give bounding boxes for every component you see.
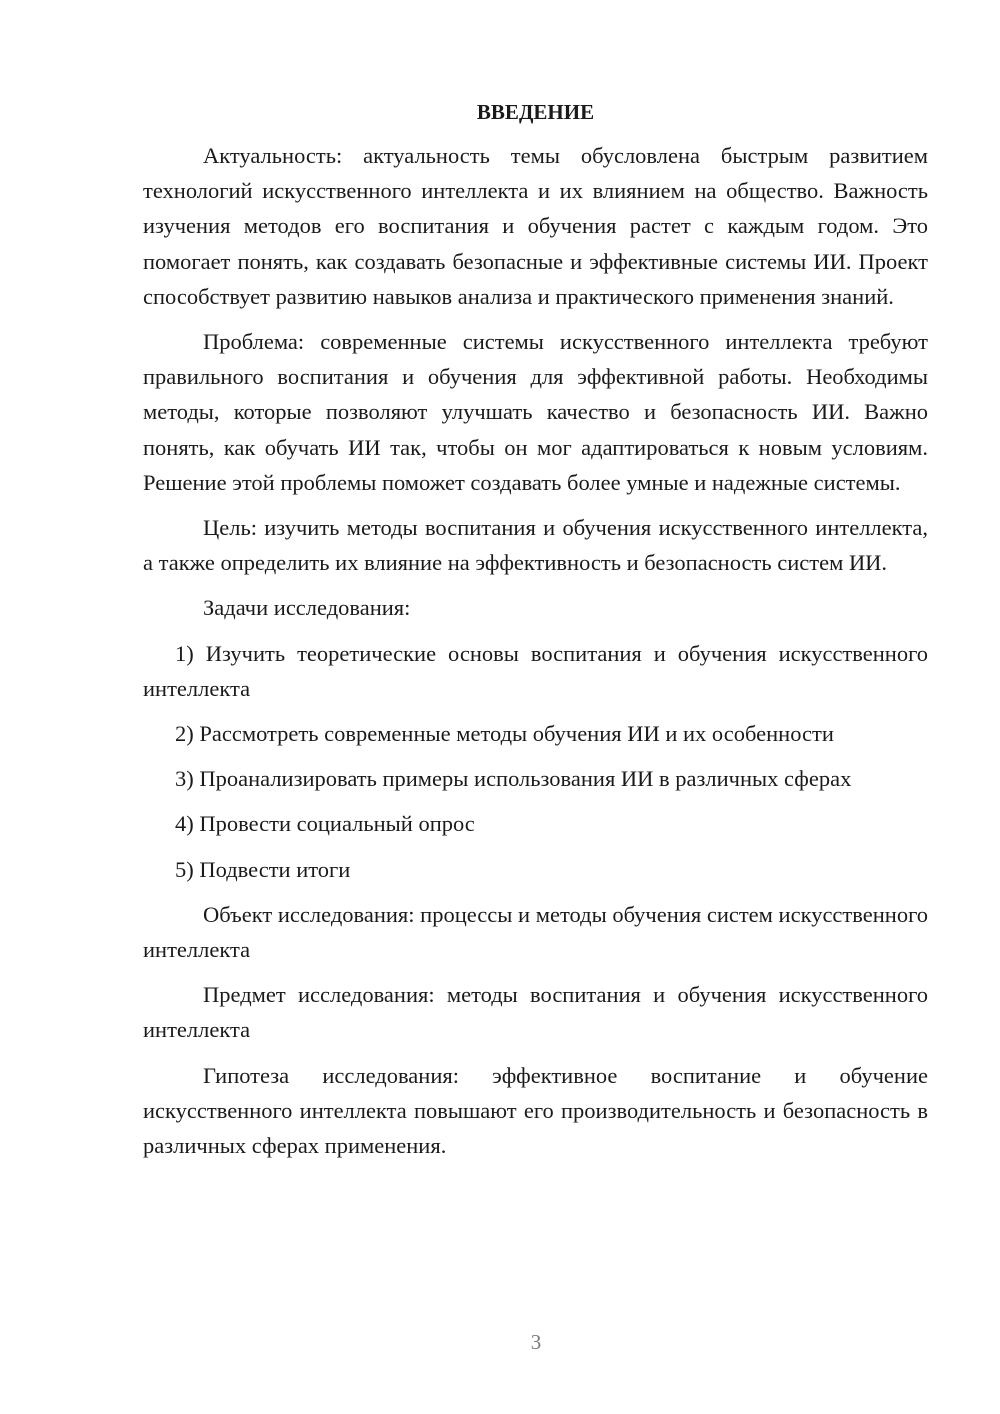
- tasks-list: [143, 636, 928, 887]
- page-number: 3: [530, 1330, 542, 1354]
- tasks-label: Задачи исследования:: [203, 595, 411, 621]
- hypothesis-paragraph: Гипотеза исследования: эффективное воспитание и обучение искусственного интеллекта повышают его производительность и безопасность в различных сферах применения.: [143, 1062, 928, 1159]
- list-item: 1) Изучить теоретические основы воспитания и обучения искусственного интеллекта: [143, 640, 928, 701]
- page-title: ВВЕДЕНИЕ: [476, 100, 595, 124]
- document-page: [143, 96, 928, 1173]
- list-item: 5) Подвести итоги: [175, 856, 351, 882]
- list-item: 4) Провести социальный опрос: [175, 811, 475, 837]
- list-item: 3) Проанализировать примеры использования ИИ в различных сферах: [175, 766, 852, 792]
- relevance-paragraph: Актуальность: актуальность темы обусловлена быстрым развитием технологий искусственного интеллекта и их влиянием на общество. Важность изучения методов его воспитания и обучения растет с каждым годом. Это помогает понять, как создавать безопасные и эффективные системы ИИ. Проект способствует развитию навыков анализа и практического применения знаний.: [143, 143, 928, 309]
- goal-paragraph: Цель: изучить методы воспитания и обучения искусственного интеллекта, а также определить их влияние на эффективность и безопасность систем ИИ.: [143, 515, 928, 576]
- list-item: 2) Рассмотреть современные методы обучения ИИ и их особенности: [175, 721, 834, 747]
- subject-paragraph: Предмет исследования: методы воспитания и обучения искусственного интеллекта: [143, 982, 928, 1043]
- object-paragraph: Объект исследования: процессы и методы обучения систем искусственного интеллекта: [143, 901, 928, 963]
- problem-paragraph: Проблема: современные системы искусственного интеллекта требуют правильного воспитания и обучения для эффективной работы. Необходимы методы, которые позволяют улучшать качество и безопасность ИИ. Важно понять, как обучать ИИ так, чтобы он мог адаптироваться к новым условиям. Решение этой проблемы поможет создавать более умные и надежные системы.: [143, 329, 928, 495]
